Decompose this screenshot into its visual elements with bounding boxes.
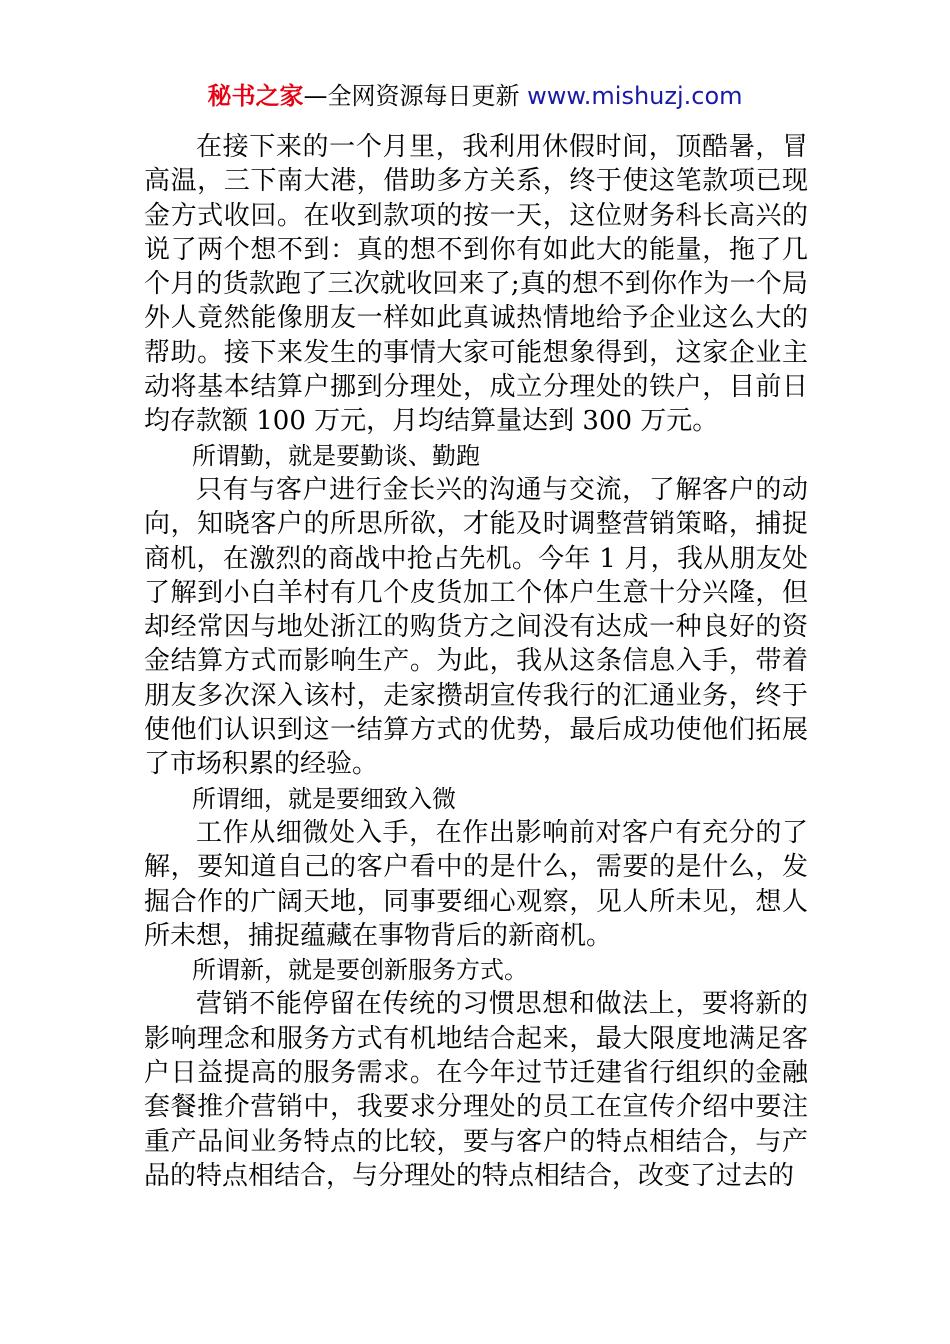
site-header <box>0 80 950 112</box>
brand-name: 秘书之家 <box>207 82 304 110</box>
body-paragraph: 营销不能停留在传统的习惯思想和做法上，要将新的影响理念和服务方式有机地结合起来，最大限度地满足客户日益提高的服务需求。在今年过节迁建省行组织的金融套餐推介营销中，我要求分理处的员工在宣传介绍中要注重产品间业务特点的比较，要与客户的特点相结合，与产品的特点相结合，与分理处的特点相结合，改变了过去的 <box>144 989 808 1191</box>
site-tagline: —全网资源每日更新 <box>303 82 528 110</box>
section-heading: 所谓勤，就是要勤谈、勤跑 <box>192 441 480 470</box>
section-heading: 所谓细，就是要细致入微 <box>192 784 456 813</box>
site-url-link[interactable]: www.mishuzj.com <box>527 82 743 110</box>
section-heading: 所谓新，就是要创新服务方式。 <box>192 956 528 985</box>
document-body <box>144 130 808 1193</box>
body-paragraph: 工作从细微处入手，在作出影响前对客户有充分的了解，要知道自己的客户看中的是什么，需要的是什么，发掘合作的广阔天地，同事要细心观察，见人所未见，想人所未想，捕捉蕴藏在事物背后的新商机。 <box>144 817 808 951</box>
body-paragraph: 只有与客户进行金长兴的沟通与交流，了解客户的动向，知晓客户的所思所欲，才能及时调整营销策略，捕捉商机，在激烈的商战中抢占先机。今年 1 月，我从朋友处了解到小白羊村有几个皮货加工个体户生意十分兴隆，但却经常因与地处浙江的购货方之间没有达成一种良好的资金结算方式而影响生产。为此，我从这条信息入手，带着朋友多次深入该村，走家攒胡宣传我行的汇通业务，终于使他们认识到这一结算方式的优势，最后成功使他们拓展了市场积累的经验。 <box>144 474 808 780</box>
body-paragraph: 在接下来的一个月里，我利用休假时间，顶酷暑，冒高温，三下南大港，借助多方关系，终于使这笔款项已现金方式收回。在收到款项的按一天，这位财务科长高兴的说了两个想不到：真的想不到你有如此大的能量，拖了几个月的货款跑了三次就收回来了;真的想不到你作为一个局外人竟然能像朋友一样如此真诚热情地给予企业这么大的帮助。接下来发生的事情大家可能想象得到，这家企业主动将基本结算户挪到分理处，成立分理处的铁户，目前日均存款额 100 万元，月均结算量达到 300 万元。 <box>144 132 808 437</box>
